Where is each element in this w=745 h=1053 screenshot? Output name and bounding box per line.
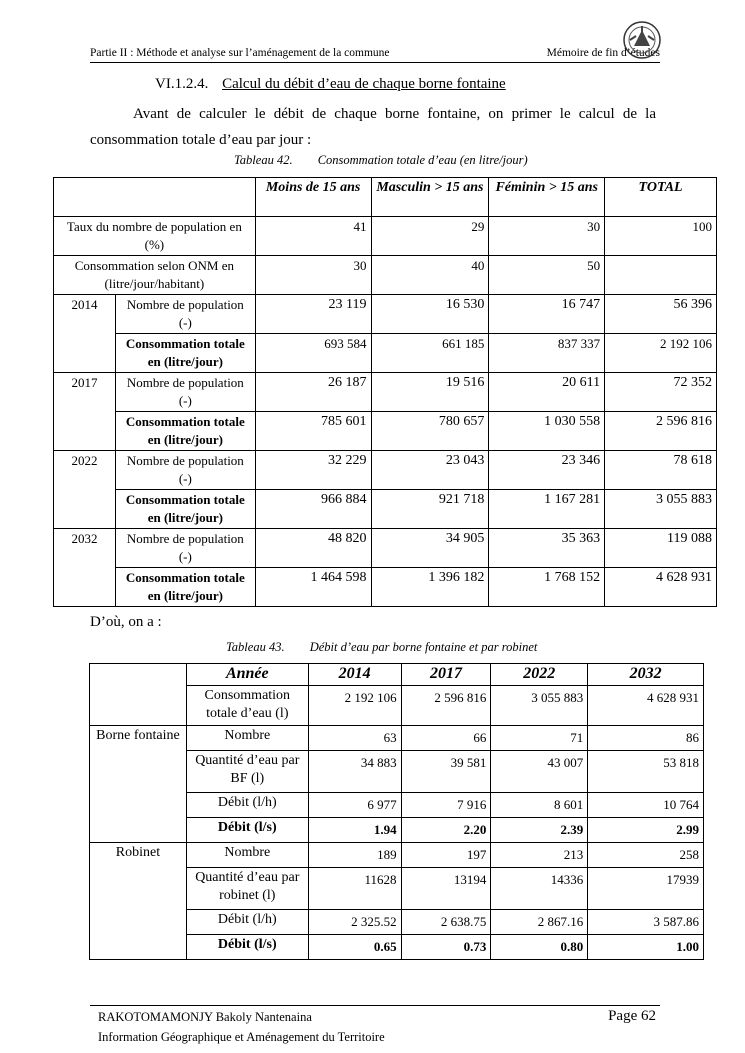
row-label: Débit (l/h) [186,793,308,818]
table-cell: 3 055 883 [491,686,588,726]
row-label: Nombre de population (-) [115,373,255,412]
table-cell: 966 884 [255,490,371,529]
table-cell: 837 337 [489,334,605,373]
table-cell: 1 030 558 [489,412,605,451]
table-header-cell: Féminin > 15 ans [489,178,605,217]
table-cell: 4 628 931 [605,568,717,607]
table-header-cell: 2022 [491,664,588,686]
row-label: Nombre de population (-) [115,529,255,568]
row-label: Nombre [186,726,308,751]
table42-caption [234,153,528,168]
table-row [54,373,717,412]
page-header [90,45,660,63]
group-label: Robinet [90,843,187,960]
table-cell: 86 [588,726,704,751]
table-cell: 1 167 281 [489,490,605,529]
table-cell: 41 [255,217,371,256]
table-cell: 0.80 [491,935,588,960]
table-cell: 780 657 [371,412,489,451]
table43-caption-num: Tableau 43. [226,640,285,654]
table-cell: 119 088 [605,529,717,568]
table-cell: 2 325.52 [308,910,401,935]
table-header-row [90,664,704,686]
group-label: Borne fontaine [90,726,187,843]
table-cell: 20 611 [489,373,605,412]
row-label: Consommation totale d’eau (l) [186,686,308,726]
table-cell: 16 530 [371,295,489,334]
page-footer [90,1005,660,1044]
table-cell: 71 [491,726,588,751]
table-cell [605,256,717,295]
row-label: Consommation selon ONM en (litre/jour/habitant) [54,256,256,295]
table-header-cell: TOTAL [605,178,717,217]
table-row [54,529,717,568]
table-row [54,568,717,607]
table-cell: 693 584 [255,334,371,373]
table-row [54,295,717,334]
table-cell: 23 043 [371,451,489,490]
row-label: Nombre de population (-) [115,295,255,334]
table-cell: 7 916 [401,793,491,818]
table-cell: 23 346 [489,451,605,490]
table-cell: 53 818 [588,751,704,793]
table-cell: 2 867.16 [491,910,588,935]
row-label: Consommation totale en (litre/jour) [115,334,255,373]
table42-caption-title: Consommation totale d’eau (en litre/jour) [317,153,528,167]
year-cell: 2014 [54,295,116,373]
table-row [90,726,704,751]
table-cell: 0.73 [401,935,491,960]
table-header-row [54,178,717,217]
table-cell: 2 638.75 [401,910,491,935]
table-row [90,843,704,868]
table-cell: 661 185 [371,334,489,373]
table-header-cell: 2014 [308,664,401,686]
year-header-label: Année [186,664,308,686]
table-cell: 2.20 [401,818,491,843]
table-cell: 23 119 [255,295,371,334]
table-cell: 1 768 152 [489,568,605,607]
footer-program: Information Géographique et Aménagement du Territoire [98,1030,385,1044]
table-cell: 2.99 [588,818,704,843]
table-cell: 3 055 883 [605,490,717,529]
table-cell: 29 [371,217,489,256]
table-header-cell: 2017 [401,664,491,686]
table-cell: 1 464 598 [255,568,371,607]
row-label: Nombre de population (-) [115,451,255,490]
table-cell: 30 [489,217,605,256]
table43-caption-title: Débit d’eau par borne fontaine et par robinet [309,640,538,654]
table-cell: 3 587.86 [588,910,704,935]
table-cell: 40 [371,256,489,295]
table-cell: 14336 [491,868,588,910]
table-cell: 50 [489,256,605,295]
row-label: Consommation totale en (litre/jour) [115,412,255,451]
table-cell: 2 596 816 [401,686,491,726]
row-label: Quantité d’eau par robinet (l) [186,868,308,910]
table-cell: 8 601 [491,793,588,818]
table-cell: 56 396 [605,295,717,334]
row-label: Débit (l/s) [186,818,308,843]
table-cell: 43 007 [491,751,588,793]
table-cell: 258 [588,843,704,868]
table-cell: 63 [308,726,401,751]
table-cell: 32 229 [255,451,371,490]
section-title: Calcul du débit d’eau de chaque borne fontaine [222,76,506,92]
table-cell: 2 596 816 [605,412,717,451]
table-corner-cell [90,664,187,726]
table-cell: 48 820 [255,529,371,568]
footer-author: RAKOTOMAMONJY Bakoly Nantenaina [98,1010,312,1024]
dou-text: D’où, on a : [90,614,162,630]
table-row [54,334,717,373]
table-row [54,256,717,295]
table-cell: 213 [491,843,588,868]
table-cell: 35 363 [489,529,605,568]
table-row [54,451,717,490]
table-header-cell: 2032 [588,664,704,686]
row-label: Débit (l/h) [186,910,308,935]
table-cell: 197 [401,843,491,868]
table-cell: 2 192 106 [308,686,401,726]
intro-paragraph [90,101,656,153]
table-cell: 16 747 [489,295,605,334]
table42-caption-num: Tableau 42. [234,153,293,167]
table-cell: 921 718 [371,490,489,529]
table-cell: 30 [255,256,371,295]
table-cell: 17939 [588,868,704,910]
header-right: Mémoire de fin d’études [546,47,660,59]
section-number: VI.1.2.4. [155,76,209,92]
table-cell: 100 [605,217,717,256]
table-cell: 2.39 [491,818,588,843]
table-cell: 26 187 [255,373,371,412]
table-corner-cell [54,178,256,217]
table-cell: 72 352 [605,373,717,412]
table-row [54,412,717,451]
table-cell: 1 396 182 [371,568,489,607]
table-cell: 0.65 [308,935,401,960]
table-cell: 4 628 931 [588,686,704,726]
table-header-cell: Masculin > 15 ans [371,178,489,217]
table-cell: 19 516 [371,373,489,412]
table-cell: 39 581 [401,751,491,793]
table-cell: 10 764 [588,793,704,818]
table-cell: 785 601 [255,412,371,451]
table-cell: 34 905 [371,529,489,568]
row-label: Consommation totale en (litre/jour) [115,568,255,607]
row-label: Consommation totale en (litre/jour) [115,490,255,529]
year-cell: 2017 [54,373,116,451]
consumption-table [53,177,717,607]
table-row [54,217,717,256]
table-cell: 13194 [401,868,491,910]
table-cell: 2 192 106 [605,334,717,373]
row-label: Nombre [186,843,308,868]
row-label: Taux du nombre de population en (%) [54,217,256,256]
table-row [54,490,717,529]
table-cell: 66 [401,726,491,751]
header-left: Partie II : Méthode et analyse sur l’aménagement de la commune [90,47,390,59]
table43-caption [226,640,537,655]
year-cell: 2022 [54,451,116,529]
page-number: Page 62 [608,1008,656,1024]
row-label: Quantité d’eau par BF (l) [186,751,308,793]
section-heading [155,76,506,93]
table-cell: 1.94 [308,818,401,843]
table-cell: 34 883 [308,751,401,793]
table-cell: 1.00 [588,935,704,960]
school-logo-icon [622,20,662,60]
intro-text: Avant de calculer le débit de chaque borne fontaine, on primer le calcul de la consommation totale d’eau par jour : [90,106,656,148]
year-cell: 2032 [54,529,116,607]
table-cell: 6 977 [308,793,401,818]
table-cell: 189 [308,843,401,868]
table-header-cell: Moins de 15 ans [255,178,371,217]
table-cell: 11628 [308,868,401,910]
row-label: Débit (l/s) [186,935,308,960]
table-cell: 78 618 [605,451,717,490]
flow-table [89,663,704,960]
